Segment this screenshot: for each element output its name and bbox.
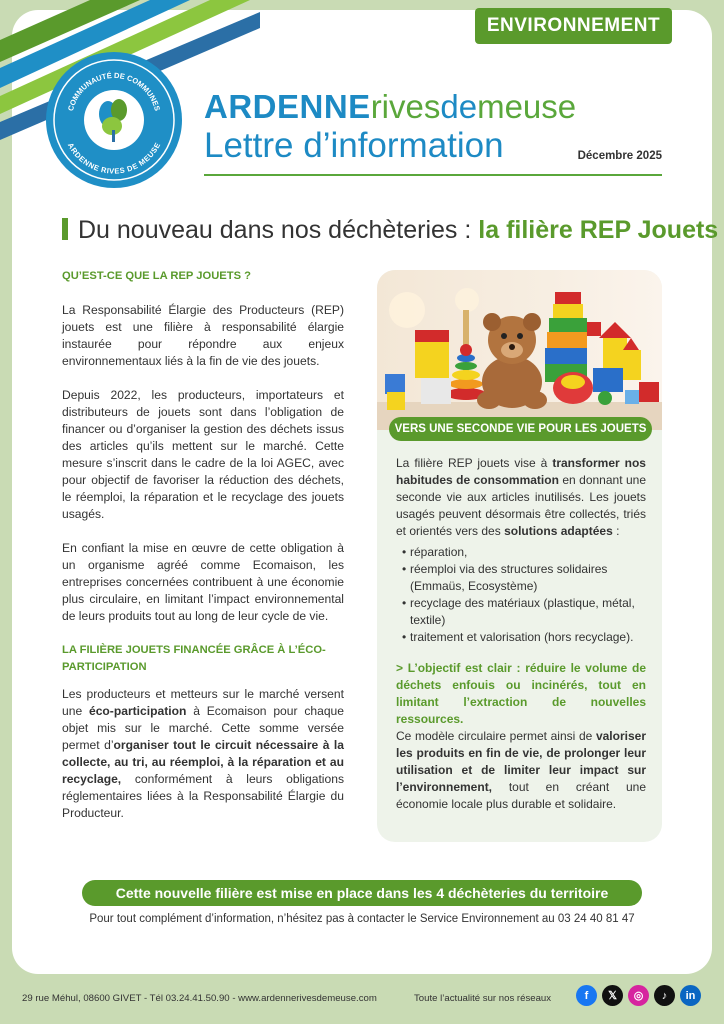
text-bold: transformer nos habitudes de consommation bbox=[396, 456, 646, 487]
list-item: • réemploi via des structures solidaires (Emmaüs, Ecosystème) bbox=[402, 561, 646, 595]
footer-address: 29 rue Méhul, 08600 GIVET - Tél 03.24.41.50.90 - www.ardennerivesdemeuse.com bbox=[22, 993, 377, 1004]
paragraph-definition: La Responsabilité Élargie des Producteurs (REP) jouets est une filière à responsabilité élargie instaurée pour répondre aux enjeux environnementaux liés à la fin de vie des jouets. bbox=[62, 303, 344, 368]
text-bold: valoriser les produits en fin de vie, de prolonger leur utilisation et de limiter leur impact sur l’environnement, bbox=[396, 729, 646, 794]
paragraph-since-2022: Depuis 2022, les producteurs, importateurs et distributeurs de jouets sont dans l’obligation de financer ou d’organiser la gestion des déchets issus des articles qu’ils mettent sur le marché. Cette mesure s’inscrit dans le cadre de la loi AGEC, avec pour objectif de favoriser la réduction des déchets, le réemploi, la réparation et le recyclage des jouets usagés. bbox=[62, 388, 344, 521]
tiktok-icon[interactable]: ♪ bbox=[654, 985, 675, 1006]
list-item: • réparation, bbox=[402, 544, 646, 561]
title-accent-bar bbox=[62, 218, 68, 240]
box-text bbox=[396, 455, 646, 813]
list-item: • recyclage des matériaux (plastique, métal, textile) bbox=[402, 595, 646, 629]
section-heading-financing: LA FILIÈRE JOUETS FINANCÉE GRÂCE À L’ÉCO-PARTICIPATION bbox=[62, 644, 326, 673]
text-run: Ce modèle circulaire permet ainsi de bbox=[396, 729, 596, 743]
solutions-list bbox=[396, 544, 646, 646]
text-run: tout en créant une économie locale plus durable et solidaire. bbox=[396, 780, 646, 811]
box-title-pill: VERS UNE SECONDE VIE POUR LES JOUETS bbox=[389, 417, 652, 441]
list-item: • traitement et valorisation (hors recyclage). bbox=[402, 629, 646, 646]
paragraph-ecomaison: En confiant la mise en œuvre de cette obligation à un organisme agréé comme Ecomaison, les entreprises concernées contribuent à une économie plus circulaire, en limitant l’impact environnemental de leurs produits tout au long de leur cycle de vie. bbox=[62, 541, 344, 623]
text-bold: éco-participation bbox=[88, 704, 187, 718]
page-title bbox=[62, 216, 718, 245]
linkedin-icon[interactable]: in bbox=[680, 985, 701, 1006]
section-tab: ENVIRONNEMENT bbox=[475, 8, 672, 44]
brand-part-de: de bbox=[440, 88, 478, 125]
issue-date: Décembre 2025 bbox=[577, 150, 662, 162]
logo-top-text: COMMUNAUTÉ DE COMMUNES bbox=[66, 70, 162, 112]
text-run: Les producteurs et metteurs sur le marché versent une bbox=[62, 687, 344, 718]
section-heading-what: QU’EST-CE QUE LA REP JOUETS ? bbox=[62, 270, 251, 282]
text-run: La filière REP jouets vise à bbox=[396, 456, 553, 470]
brand-part-meuse: meuse bbox=[477, 88, 577, 125]
title-normal: Du nouveau dans nos déchèteries : bbox=[78, 216, 479, 244]
text-bold: organiser tout le circuit nécessaire à la collecte, au tri, au réemploi, à la réparation et au recyclage, bbox=[62, 738, 344, 786]
text-run: : bbox=[612, 524, 620, 538]
footer-social-label: Toute l’actualité sur nos réseaux bbox=[414, 993, 552, 1004]
announcement-banner: Cette nouvelle filière est mise en place dans les 4 déchèteries du territoire bbox=[82, 880, 642, 906]
text-run: à Ecomaison pour chaque objet mis sur le marché. Cette somme versée permet d’ bbox=[62, 704, 344, 752]
brand-name bbox=[204, 88, 576, 126]
contact-line: Pour tout complément d’information, n’hésitez pas à contacter le Service Environnement au 03 24 40 81 47 bbox=[89, 913, 635, 925]
left-column bbox=[62, 268, 344, 839]
header-divider bbox=[204, 174, 662, 176]
brand-part-rives: rives bbox=[370, 88, 441, 125]
text-bold: solutions adaptées bbox=[504, 524, 613, 538]
brand-part-ardenne: ARDENNE bbox=[204, 88, 371, 125]
toys-photo bbox=[377, 270, 662, 430]
text-run: en donnant une seconde vie aux articles inutilisés. Les jouets usagés peuvent désormais être collectés, triés et orientés vers des bbox=[396, 473, 647, 538]
text-run: conformément à leurs obligations réglementaires liées à la Responsabilité Élargie du Producteur. bbox=[62, 772, 344, 820]
title-highlight: la filière REP Jouets bbox=[478, 216, 719, 244]
instagram-icon[interactable]: ◎ bbox=[628, 985, 649, 1006]
community-logo bbox=[46, 52, 182, 188]
paragraph-eco-participation bbox=[62, 686, 344, 822]
newsletter-subtitle: Lettre d’information bbox=[204, 126, 504, 165]
logo-bottom-text: ARDENNE RIVES DE MEUSE bbox=[65, 141, 163, 176]
facebook-icon[interactable]: f bbox=[576, 985, 597, 1006]
objective-statement: > L’objectif est clair : réduire le volume de déchets enfouis ou incinérés, tout en limitant l’extraction de nouvelles ressources. bbox=[396, 661, 646, 726]
box-paragraph-intro bbox=[396, 455, 646, 540]
x-icon[interactable]: 𝕏 bbox=[602, 985, 623, 1006]
social-links bbox=[576, 985, 701, 1006]
box-paragraph-circular bbox=[396, 728, 646, 813]
